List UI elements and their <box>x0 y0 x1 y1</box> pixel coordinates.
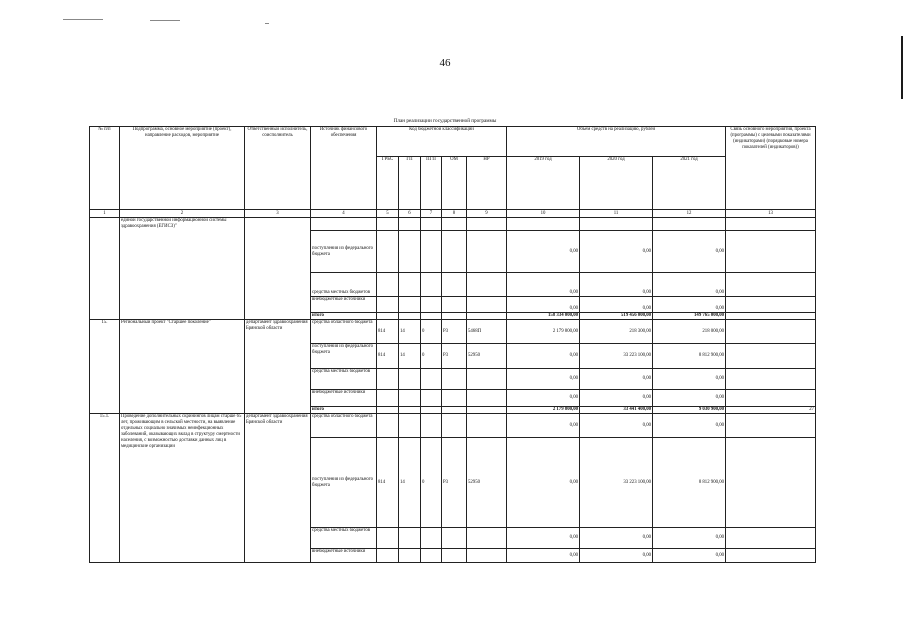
scan-artifact <box>150 20 180 21</box>
value-2021: 149 765 000,00 <box>653 313 726 320</box>
value-2020: 0,00 <box>580 549 653 563</box>
value-2020: 218 300,00 <box>580 320 653 344</box>
column-number: 13 <box>726 210 816 218</box>
source-cell: поступления из федерального бюджета <box>311 231 377 273</box>
value-2020: 0,00 <box>580 414 653 438</box>
table-row <box>90 414 816 438</box>
pgp-cell: 0 <box>421 344 442 369</box>
column-number: 2 <box>120 210 245 218</box>
source-cell: средства областного бюджета <box>311 414 377 438</box>
row-num <box>90 218 120 320</box>
scan-artifact <box>63 19 103 20</box>
row-name: Региональный проект "Старшее поколение" <box>120 320 245 414</box>
value-2019: 0,00 <box>507 528 580 549</box>
value-2020: 0,00 <box>580 528 653 549</box>
row-name: единой государственной информационной системы здравоохранения (ЕГИСЗ)" <box>120 218 245 320</box>
table-row <box>90 320 816 344</box>
gp-cell: 14 <box>399 320 421 344</box>
header-grbs: ГРБС <box>377 157 399 210</box>
value-2020: 33 223 100,00 <box>580 438 653 528</box>
row-num: 15. <box>90 320 120 414</box>
column-number: 10 <box>507 210 580 218</box>
source-cell: итого <box>311 313 377 320</box>
source-cell: внебюджетные источники <box>311 549 377 563</box>
value-2020: 0,00 <box>580 273 653 297</box>
value-2019: 0,00 <box>507 273 580 297</box>
value-2019: 2 179 800,00 <box>507 320 580 344</box>
value-2020: 519 456 000,00 <box>580 313 653 320</box>
value-2019: 2 179 800,00 <box>507 407 580 414</box>
header-budget-code: Код бюджетной классификации <box>377 127 507 157</box>
header-pgp: ПГП <box>421 157 442 210</box>
row-num: 15.1. <box>90 414 120 563</box>
value-2021: 0,00 <box>653 414 726 438</box>
source-cell: внебюджетные источники <box>311 297 377 313</box>
column-number: 9 <box>467 210 507 218</box>
value-2021: 218 000,00 <box>653 320 726 344</box>
column-number: 3 <box>245 210 311 218</box>
link-cell: 27 <box>726 407 816 414</box>
value-2019: 0,00 <box>507 231 580 273</box>
column-number: 5 <box>377 210 399 218</box>
source-cell: средства местных бюджетов <box>311 369 377 390</box>
value-2021: 0,00 <box>653 231 726 273</box>
row-responsible: департамент здравоохранения Брянской области <box>245 414 311 563</box>
plan-table <box>89 126 816 563</box>
table-row <box>90 218 816 231</box>
source-cell: поступления из федерального бюджета <box>311 344 377 369</box>
nr-cell: 5468П <box>467 320 507 344</box>
source-cell: внебюджетные источники <box>311 390 377 407</box>
grbs-cell: 814 <box>377 320 399 344</box>
value-2019: 158 334 000,00 <box>507 313 580 320</box>
gp-cell: 14 <box>399 438 421 528</box>
header-name: Подпрограмма, основное мероприятие (проект), направление расходов, мероприятие <box>120 127 245 210</box>
column-number: 12 <box>653 210 726 218</box>
value-2019: 0,00 <box>507 438 580 528</box>
source-cell: средства местных бюджетов <box>311 273 377 297</box>
value-2021: 0,00 <box>653 528 726 549</box>
value-2020: 33 223 100,00 <box>580 344 653 369</box>
value-2020: 0,00 <box>580 231 653 273</box>
nr-cell: 52950 <box>467 438 507 528</box>
value-2019: 0,00 <box>507 549 580 563</box>
header-2019: 2019 год <box>507 157 580 210</box>
value-2019: 0,00 <box>507 369 580 390</box>
source-cell: средства местных бюджетов <box>311 528 377 549</box>
column-number: 4 <box>311 210 377 218</box>
om-cell: P3 <box>442 438 467 528</box>
column-number: 7 <box>421 210 442 218</box>
gp-cell: 14 <box>399 344 421 369</box>
source-cell: поступления из федерального бюджета <box>311 438 377 528</box>
header-gp: ГП <box>399 157 421 210</box>
value-2021: 8 812 900,00 <box>653 438 726 528</box>
scan-artifact <box>265 23 269 24</box>
binding-mark <box>901 36 903 99</box>
grbs-cell: 814 <box>377 344 399 369</box>
header-link: Связь основного мероприятия, проекта (программы) с целевыми показателями (индикаторами) (порядковые номера показателей (индикаторов)) <box>726 127 816 210</box>
plan-title: План реализации государственной программы <box>393 118 497 124</box>
pgp-cell: 0 <box>421 320 442 344</box>
source-cell: итого <box>311 407 377 414</box>
column-number: 8 <box>442 210 467 218</box>
column-number: 11 <box>580 210 653 218</box>
value-2020: 0,00 <box>580 297 653 313</box>
column-numbers-row <box>90 210 816 218</box>
value-2020: 0,00 <box>580 390 653 407</box>
column-number: 6 <box>399 210 421 218</box>
value-2021: 0,00 <box>653 273 726 297</box>
row-responsible <box>245 218 311 320</box>
column-number: 1 <box>90 210 120 218</box>
value-2020: 33 441 400,00 <box>580 407 653 414</box>
header-responsible: Ответственный исполнитель, соисполнитель <box>245 127 311 210</box>
nr-cell: 52950 <box>467 344 507 369</box>
value-2019: 0,00 <box>507 344 580 369</box>
pgp-cell: 0 <box>421 438 442 528</box>
header-2021: 2021 год <box>653 157 726 210</box>
om-cell: P3 <box>442 344 467 369</box>
grbs-cell: 814 <box>377 438 399 528</box>
value-2021: 9 030 900,00 <box>653 407 726 414</box>
value-2021: 0,00 <box>653 369 726 390</box>
row-responsible: департамент здравоохранения Брянской области <box>245 320 311 414</box>
value-2021: 0,00 <box>653 297 726 313</box>
page-number: 46 <box>439 57 451 69</box>
value-2019: 0,00 <box>507 390 580 407</box>
source-cell: средства областного бюджета <box>311 320 377 344</box>
value-2019: 0,00 <box>507 297 580 313</box>
header-om: ОМ <box>442 157 467 210</box>
value-2021: 0,00 <box>653 390 726 407</box>
header-2020: 2020 год <box>580 157 653 210</box>
value-2020: 0,00 <box>580 369 653 390</box>
header-num: № п/п <box>90 127 120 210</box>
om-cell: P3 <box>442 320 467 344</box>
header-sources: Источник финансового обеспечения <box>311 127 377 210</box>
header-volume: Объем средств на реализацию, рублей <box>507 127 726 157</box>
row-name: Проведение дополнительных скринингов лицам старше 65 лет, проживающим в сельской местности, на выявление отдельных социально значимых неинфекционных заболеваний, оказывающих вклад в структуру смертности населения, с возможностью доставки данных лиц в медицинские организации <box>120 414 245 563</box>
value-2019: 0,00 <box>507 414 580 438</box>
value-2021: 8 812 900,00 <box>653 344 726 369</box>
header-nr: НР <box>467 157 507 210</box>
value-2021: 0,00 <box>653 549 726 563</box>
header-row <box>90 127 816 157</box>
